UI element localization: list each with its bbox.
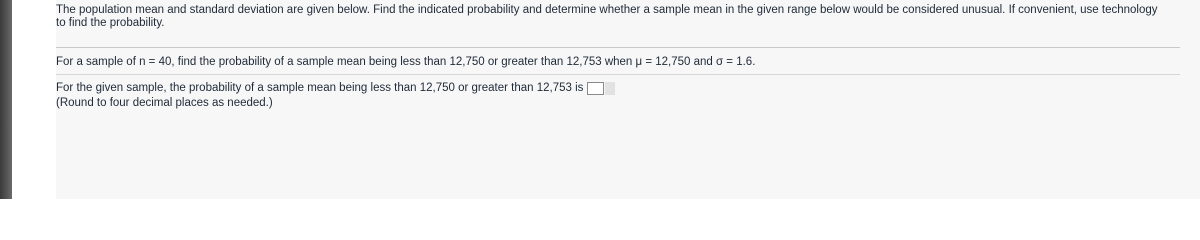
divider: [56, 47, 1180, 48]
answer-input-box[interactable]: [587, 82, 604, 95]
answer-box-handle: [605, 82, 615, 95]
window-edge: [0, 0, 12, 199]
given-values-text: For a sample of n = 40, find the probability of a sample mean being less than 12,750 or greater than 12,753 when μ = 12,750 and σ = 1.6.: [56, 56, 756, 68]
answer-prefix-text: For the given sample, the probability of a sample mean being less than 12,750 or greater than 12,753 is: [56, 82, 584, 94]
divider: [56, 74, 1180, 75]
rounding-note: (Round to four decimal places as needed.): [56, 97, 273, 109]
question-panel: [56, 0, 1200, 199]
answer-line: [56, 82, 615, 95]
question-prompt: The population mean and standard deviation are given below. Find the indicated probability and determine whether a sample mean in the given range below would be considered unusual. If convenient, use technology to find the probability.: [56, 4, 1158, 29]
